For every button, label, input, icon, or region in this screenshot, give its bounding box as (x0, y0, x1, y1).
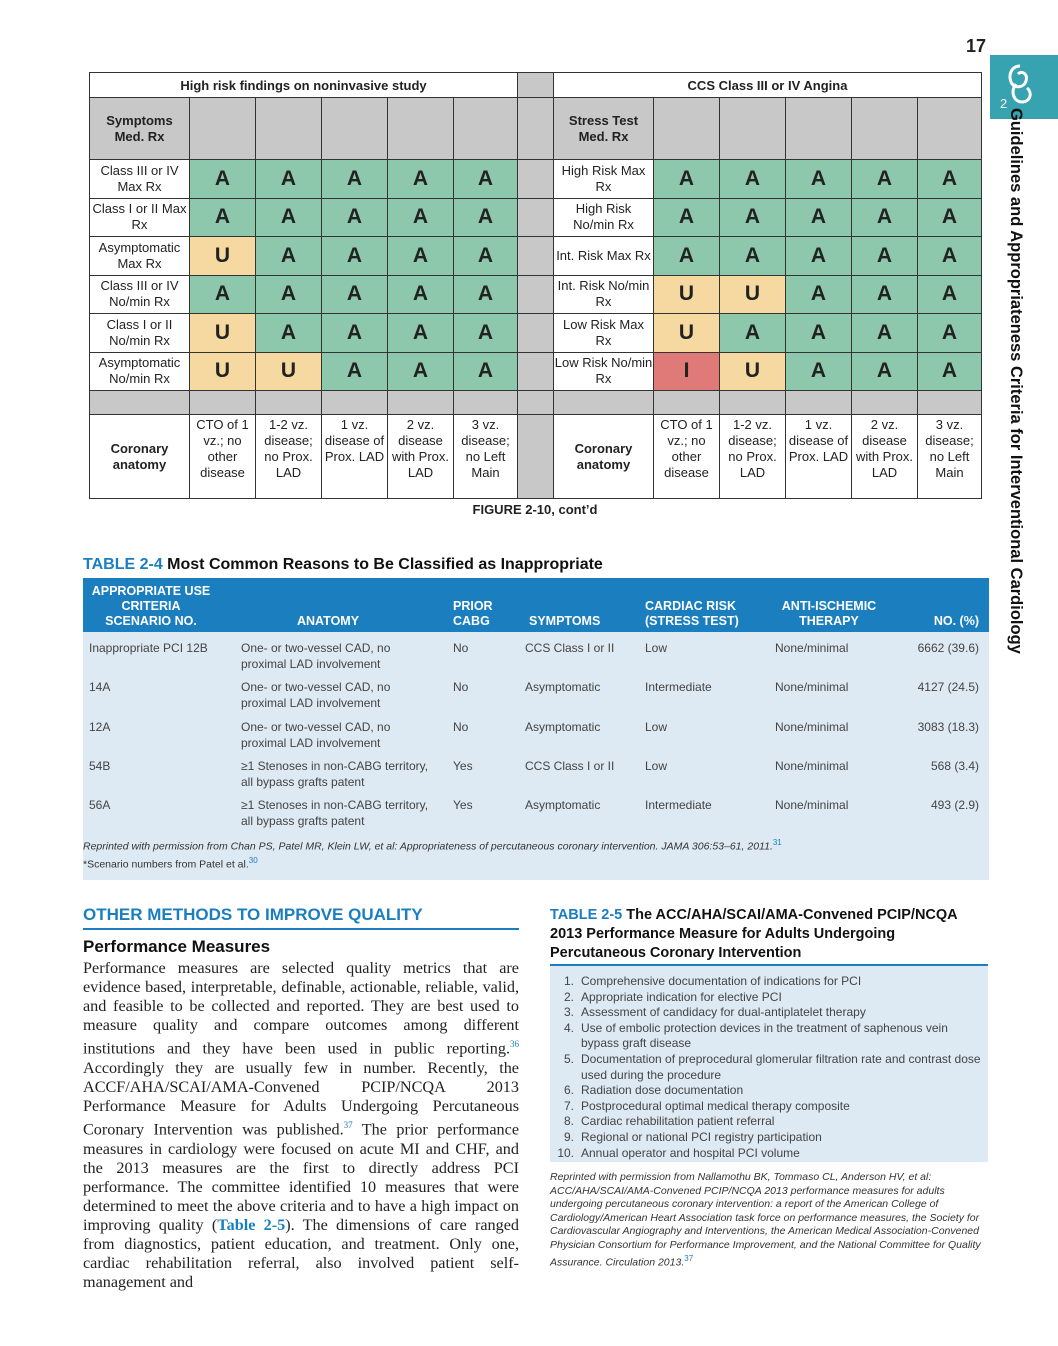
rating-cell: U (190, 237, 256, 276)
table5-item-number: 2. (563, 989, 574, 1004)
rating-cell: A (654, 198, 720, 237)
figure-left-row-label: Asymptomatic Max Rx (90, 237, 190, 276)
anatomy-column-label: CTO of 1 vz.; no other disease (190, 415, 256, 499)
rating-cell: A (322, 198, 388, 237)
anatomy-column-label: 3 vz. disease; no Left Main (918, 415, 982, 499)
rating-cell: A (852, 314, 918, 353)
table4-cell: 56A (89, 798, 111, 813)
table5-item-text: Regional or national PCI registry participation (581, 1129, 822, 1144)
table5-item-number: 6. (563, 1083, 574, 1098)
rating-cell: A (786, 275, 852, 314)
rating-cell: A (190, 160, 256, 199)
table4-cell: Low (645, 758, 668, 773)
table5-item-text: Comprehensive documentation of indications for PCI (581, 974, 862, 988)
table5-list-item (556, 1146, 986, 1162)
figure-spacer-cell (852, 391, 918, 415)
table4-col-number: NO. (%) (933, 614, 979, 628)
figure-right-row-label: Low Risk No/min Rx (554, 352, 654, 391)
figure-blank-cell (852, 98, 918, 160)
figure-right-row-label: High Risk No/min Rx (554, 198, 654, 237)
rating-cell: A (918, 352, 982, 391)
appropriateness-figure-table (89, 72, 982, 499)
table4-cell: Asymptomatic (525, 719, 601, 734)
table5-item-number: 5. (563, 1051, 574, 1066)
table4-title: TABLE 2-4 Most Common Reasons to Be Classified as Inappropriate (83, 556, 603, 573)
rating-cell: U (190, 352, 256, 391)
figure-spacer-cell (654, 391, 720, 415)
table5-item-text: Use of embolic protection devices in the treatment of saphenous vein bypass graft disease (581, 1020, 948, 1051)
table4-cell: None/minimal (775, 641, 849, 655)
figure-right-row-header: Stress Test Med. Rx (554, 98, 654, 160)
page-number: 17 (966, 36, 987, 56)
rating-cell: A (388, 198, 454, 237)
table5-list-item (556, 1021, 986, 1052)
rating-cell: A (322, 275, 388, 314)
figure-spacer-cell (322, 391, 388, 415)
figure-left-row-label: Class III or IV No/min Rx (90, 275, 190, 314)
table4-row (83, 797, 989, 835)
table4-cell: CCS Class I or II (525, 641, 615, 655)
rating-cell: A (720, 237, 786, 276)
table5-list-item (556, 1052, 986, 1083)
table4-header (83, 578, 989, 632)
figure-spacer-cell (518, 391, 554, 415)
anatomy-column-label: 1-2 vz. disease; no Prox. LAD (256, 415, 322, 499)
figure-spacer-cell (256, 391, 322, 415)
figure-divider-cell (518, 98, 554, 160)
rating-cell: A (720, 198, 786, 237)
rating-cell: A (454, 275, 518, 314)
table4-row (83, 758, 989, 796)
table4-cell: None/minimal (775, 680, 849, 695)
table4-cell: Inappropriate PCI 12B (89, 641, 208, 655)
table5-item-text: Appropriate indication for elective PCI (581, 989, 782, 1004)
figure-spacer-cell (786, 391, 852, 415)
figure-blank-cell (256, 98, 322, 160)
rating-cell: U (654, 314, 720, 353)
rating-cell: A (918, 237, 982, 276)
rating-cell: U (256, 352, 322, 391)
chapter-title-vertical: Guidelines and Appropriateness Criteria for Interventional Cardiology (1007, 108, 1025, 654)
table4-cell: Asymptomatic (525, 798, 601, 813)
rating-cell: A (918, 160, 982, 199)
table5-item-number: 4. (563, 1020, 574, 1035)
rating-cell: A (720, 314, 786, 353)
table4-count-cell: 4127 (24.5) (917, 680, 979, 695)
figure-blank-cell (454, 98, 518, 160)
figure-right-anatomy-label: Coronary anatomy (554, 415, 654, 499)
publisher-logo-icon (1002, 62, 1040, 108)
table5-list-item (556, 990, 986, 1006)
table5-item-text: Postprocedural optimal medical therapy composite (581, 1098, 850, 1113)
table4-scenario-note: *Scenario numbers from Patel et al.$^{30}$ (83, 855, 258, 870)
table4-cell: No (453, 680, 469, 695)
figure-blank-cell (918, 98, 982, 160)
table4-cell: Low (645, 719, 668, 734)
table4-cell: 54B (89, 758, 111, 773)
rating-cell: A (786, 237, 852, 276)
table5-item-number: 8. (563, 1114, 574, 1129)
figure-left-row-label: Class I or II No/min Rx (90, 314, 190, 353)
rating-cell: A (322, 160, 388, 199)
table5-item-text: Assessment of candidacy for dual-antiplatelet therapy (581, 1005, 866, 1020)
table5-item-text: Cardiac rehabilitation patient referral (581, 1114, 775, 1129)
table5-list-item (556, 1099, 986, 1115)
table5-list-item (556, 1114, 986, 1130)
rating-cell: A (454, 237, 518, 276)
table4-count-cell: 3083 (18.3) (917, 719, 979, 734)
figure-divider-cell (518, 415, 554, 499)
rating-cell: A (322, 314, 388, 353)
anatomy-column-label: 1-2 vz. disease; no Prox. LAD (720, 415, 786, 499)
rating-cell: A (852, 352, 918, 391)
table4-col-cardiac-risk: CARDIAC RISK (STRESS TEST) (645, 599, 739, 628)
figure-left-anatomy-label: Coronary anatomy (90, 415, 190, 499)
rating-cell: A (388, 275, 454, 314)
figure-blank-cell (786, 98, 852, 160)
table4-count-cell: 568 (3.4) (930, 758, 979, 773)
rating-cell: U (190, 314, 256, 353)
figure-divider-cell (518, 352, 554, 391)
figure-spacer-cell (190, 391, 256, 415)
figure-spacer-cell (388, 391, 454, 415)
figure-right-row-label: High Risk Max Rx (554, 160, 654, 199)
rating-cell: A (852, 160, 918, 199)
table4 (83, 578, 989, 880)
rating-cell: A (786, 198, 852, 237)
table5-item-number: 10. (557, 1145, 574, 1160)
rating-cell: A (256, 314, 322, 353)
table-2-5-link[interactable]: Table 2-5 (217, 1216, 286, 1234)
figure-spacer-cell (720, 391, 786, 415)
table4-cell: ≥1 Stenoses in non-CABG territory, all bypass grafts patent (241, 798, 429, 829)
table4-cell: CCS Class I or II (525, 758, 615, 773)
section-heading: OTHER METHODS TO IMPROVE QUALITY (83, 905, 423, 924)
table4-cell: One- or two-vessel CAD, no proximal LAD involvement (241, 641, 391, 671)
table5-note: Reprinted with permission from Nallamothu BK, Tommaso CL, Anderson HV, et al: ACC/AHA/SCAI/AMA-Convened PCIP/NCQA 2013 performance measures for adults undergoing percutaneous coronary intervention: a report of the American College of Cardiology/American Heart Association task force on performance measures, the Society for Cardiovascular Angiography and Interventions, the American Medical Association-Convened Physician Consortium for Performance Improvement, and the National Committee for Quality Assurance. Circulation 2013.37 (550, 1171, 981, 1269)
table4-row (83, 679, 989, 717)
table4-cell: Yes (453, 798, 473, 813)
figure-blank-cell (654, 98, 720, 160)
figure-divider-cell (518, 314, 554, 353)
table4-cell: Yes (453, 758, 473, 773)
figure-left-row-label: Class I or II Max Rx (90, 198, 190, 237)
figure-left-row-label: Class III or IV Max Rx (90, 160, 190, 199)
table5-list-item (556, 1130, 986, 1146)
table5-item-number: 3. (563, 1005, 574, 1020)
figure-left-header: High risk findings on noninvasive study (90, 73, 518, 98)
table5-title: TABLE 2-5 The ACC/AHA/SCAI/AMA-Convened PCIP/NCQA 2013 Performance Measure for Adults Undergoing Percutaneous Coronary Intervention (550, 907, 958, 961)
figure-blank-cell (720, 98, 786, 160)
figure-spacer-cell (90, 391, 190, 415)
table4-notes (83, 836, 782, 871)
rating-cell: A (786, 314, 852, 353)
table5-list-item (556, 1083, 986, 1099)
table4-col-prior-cabg: PRIOR CABG (453, 599, 493, 628)
table5-item-text: Annual operator and hospital PCI volume (581, 1145, 800, 1160)
rating-cell: A (454, 160, 518, 199)
table5-item-text: Radiation dose documentation (581, 1083, 744, 1098)
rating-cell: U (654, 275, 720, 314)
rating-cell: A (256, 237, 322, 276)
rating-cell: A (852, 198, 918, 237)
figure-divider-cell (518, 160, 554, 199)
figure-blank-cell (388, 98, 454, 160)
rating-cell: A (786, 352, 852, 391)
table4-cell: No (453, 719, 469, 734)
figure-divider-cell (518, 237, 554, 276)
figure-divider-cell (518, 275, 554, 314)
rating-cell: A (190, 198, 256, 237)
rating-cell: A (720, 160, 786, 199)
rating-cell: A (256, 198, 322, 237)
figure-blank-cell (190, 98, 256, 160)
table5-list-item (556, 1005, 986, 1021)
anatomy-column-label: 1 vz. disease of Prox. LAD (322, 415, 388, 499)
table4-cell: ≥1 Stenoses in non-CABG territory, all bypass grafts patent (241, 758, 429, 789)
figure-right-header: CCS Class III or IV Angina (554, 73, 982, 98)
rating-cell: A (918, 275, 982, 314)
figure-divider-cell (518, 73, 554, 98)
rating-cell: A (918, 314, 982, 353)
rating-cell: A (322, 237, 388, 276)
table4-count-cell: 493 (2.9) (930, 798, 979, 813)
table4-col-symptoms: SYMPTOMS (529, 614, 601, 628)
table4-cell: 14A (89, 680, 111, 695)
table4-cell: Intermediate (645, 680, 712, 695)
rating-cell: A (918, 198, 982, 237)
rating-cell: U (720, 275, 786, 314)
table4-cell: None/minimal (775, 798, 849, 813)
table5-list (556, 974, 986, 1161)
rating-cell: A (256, 160, 322, 199)
rating-cell: A (454, 198, 518, 237)
rating-cell: A (852, 237, 918, 276)
table5-item-number: 9. (563, 1129, 574, 1144)
anatomy-column-label: 2 vz. disease with Prox. LAD (388, 415, 454, 499)
table4-cell: One- or two-vessel CAD, no proximal LAD involvement (241, 719, 391, 750)
figure-left-row-label: Asymptomatic No/min Rx (90, 352, 190, 391)
rating-cell: A (852, 275, 918, 314)
table4-row (83, 640, 989, 678)
table4-col-therapy: ANTI-ISCHEMIC THERAPY (781, 599, 877, 628)
rating-cell: A (388, 352, 454, 391)
table4-cell: Low (645, 641, 668, 655)
figure-spacer-cell (554, 391, 654, 415)
table4-cell: Intermediate (645, 798, 712, 813)
rating-cell: A (256, 275, 322, 314)
rating-cell: A (654, 160, 720, 199)
subsection-heading: Performance Measures (83, 937, 271, 956)
table5-item-text: Documentation of preprocedural glomerular filtration rate and contrast dose used during the procedure (581, 1051, 981, 1082)
table4-cell: 12A (89, 719, 111, 734)
figure-left-row-header: Symptoms Med. Rx (90, 98, 190, 160)
rating-cell: A (654, 237, 720, 276)
rating-cell: I (654, 352, 720, 391)
table5-item-number: 7. (563, 1098, 574, 1113)
figure-blank-cell (322, 98, 388, 160)
table4-cell: None/minimal (775, 719, 849, 734)
section-divider (83, 928, 519, 930)
rating-cell: A (388, 314, 454, 353)
body-paragraph: Performance measures are selected quality metrics that are evidence based, interpretable, definable, actionable, reliable, valid, and feasible to be collected and reported. They are best used to measure quality and compare outcomes among different institutions and they have been used in public reporting.$^{36}$ Accordingly they are usually few in number. Recently, the ACCF/AHA/SCAI/AMA-Convened PCIP/NCQA 2013 Performance Measure for Adults Undergoing Percutaneous Coronary Intervention was published.$^{37}$ The prior performance measures in cardiology were focused on acute MI and CHF, and the 2013 measures are the first to directly address PCI performance. The committee identified 10 measures that were determined to meet the above criteria and to have a high impact on improving quality (Table 2-5). The dimensions of care ranged from diagnostics, patient education, and treatment. Only one, cardiac rehabilitation referral, also involved patient self-management and (83, 959, 520, 1292)
rating-cell: A (322, 352, 388, 391)
table5-item-number: 1. (563, 974, 574, 988)
anatomy-column-label: CTO of 1 vz.; no other disease (654, 415, 720, 499)
rating-cell: A (454, 314, 518, 353)
rating-cell: A (190, 275, 256, 314)
table5-list-item (556, 974, 986, 990)
table4-cell: None/minimal (775, 758, 849, 773)
table4-cell: No (453, 641, 469, 655)
table4-reprint-note: Reprinted with permission from Chan PS, Patel MR, Klein LW, et al: Appropriateness of percutaneous coronary intervention. JAMA 306:53–61, 2011.31 (83, 838, 782, 853)
figure-right-row-label: Int. Risk Max Rx (554, 237, 654, 276)
table4-cell: One- or two-vessel CAD, no proximal LAD involvement (241, 680, 391, 711)
table4-row (83, 719, 989, 757)
figure-spacer-cell (918, 391, 982, 415)
table4-count-cell: 6662 (39.6) (917, 641, 979, 655)
rating-cell: U (720, 352, 786, 391)
rating-cell: A (786, 160, 852, 199)
figure-right-row-label: Low Risk Max Rx (554, 314, 654, 353)
chapter-number: 2 (1000, 96, 1008, 111)
table4-cell: Asymptomatic (525, 680, 601, 695)
table4-col-anatomy: ANATOMY (297, 614, 360, 628)
anatomy-column-label: 1 vz. disease of Prox. LAD (786, 415, 852, 499)
figure-right-row-label: Int. Risk No/min Rx (554, 275, 654, 314)
figure-spacer-cell (454, 391, 518, 415)
rating-cell: A (388, 160, 454, 199)
rating-cell: A (388, 237, 454, 276)
rating-cell: A (454, 352, 518, 391)
figure-divider-cell (518, 198, 554, 237)
table4-col-scenario: APPROPRIATE USE CRITERIA SCENARIO NO. (91, 584, 211, 628)
figure-caption: FIGURE 2-10, cont’d (472, 502, 598, 517)
anatomy-column-label: 2 vz. disease with Prox. LAD (852, 415, 918, 499)
anatomy-column-label: 3 vz. disease; no Left Main (454, 415, 518, 499)
